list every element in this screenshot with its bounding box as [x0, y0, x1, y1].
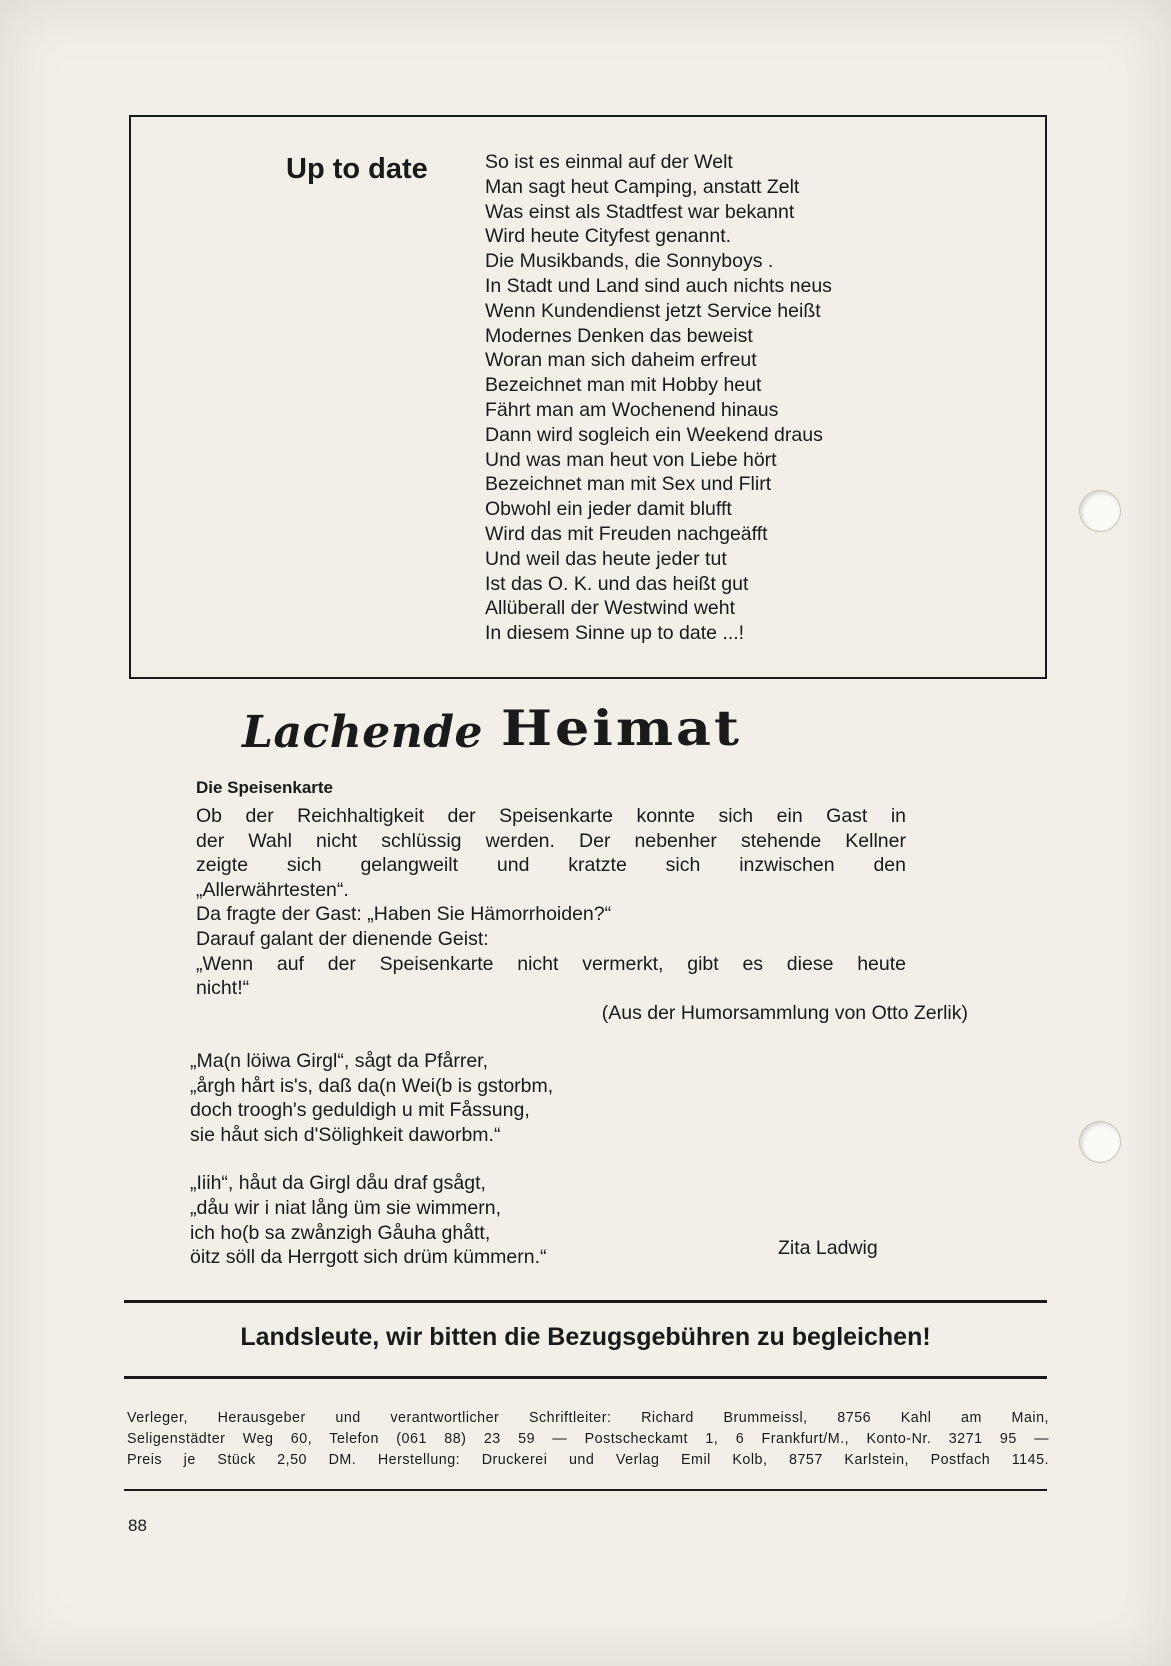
- poem-line: Man sagt heut Camping, anstatt Zelt: [485, 175, 800, 198]
- poem-line: Was einst als Stadtfest war bekannt: [485, 200, 795, 223]
- divider-rule: [124, 1376, 1047, 1379]
- poem-line: So ist es einmal auf der Welt: [485, 151, 733, 173]
- poem-line: Wenn Kundendienst jetzt Service heißt: [485, 299, 821, 322]
- story-line: „Allerwährtesten“.: [196, 878, 349, 901]
- section-heading: [242, 696, 942, 758]
- poem-line: In diesem Sinne up to date ...!: [485, 622, 745, 645]
- poem-line: Dann wird sogleich ein Weekend draus: [485, 423, 823, 446]
- story-line: der Wahl nicht schlüssig werden. Der nebenher stehende Kellner: [196, 829, 906, 852]
- poem-line: Wird heute Cityfest genannt.: [485, 225, 732, 248]
- story-line: zeigte sich gelangweilt und kratzte sich inzwischen den: [196, 854, 906, 877]
- page-number: 88: [128, 1516, 147, 1535]
- dialect-line: „årgh hårt is's, daß da(n Wei(b is gstorbm,: [190, 1074, 554, 1097]
- poem-line: Woran man sich daheim erfreut: [485, 349, 757, 372]
- poem-line: Die Musikbands, die Sonnyboys .: [485, 250, 774, 273]
- appeal-text: Landsleute, wir bitten die Bezugsgebühren zu begleichen!: [240, 1323, 931, 1351]
- punch-hole-top: [1079, 490, 1121, 532]
- imprint-line: Seligenstädter Weg 60, Telefon (061 88) 23 59 — Postscheckamt 1, 6 Frankfurt/M., Konto-Nr. 3271 95 —: [127, 1431, 1049, 1447]
- imprint: [127, 1408, 1049, 1471]
- heading-heimat: Heimat: [500, 699, 742, 757]
- poem-line: Und was man heut von Liebe hört: [485, 448, 777, 471]
- heading-lachende: Lachende: [242, 707, 483, 758]
- dialect-line: „dåu wir i niat lång üm sie wimmern,: [190, 1196, 502, 1219]
- story-body: [196, 804, 968, 1025]
- punch-hole-bottom: [1079, 1121, 1121, 1163]
- imprint-line: Verleger, Herausgeber und verantwortlicher Schriftleiter: Richard Brummeissl, 8756 Kahl am Main,: [127, 1410, 1049, 1426]
- story-title: Die Speisenkarte: [196, 778, 334, 797]
- dialect-line: öitz söll da Herrgott sich drüm kümmern.“: [190, 1246, 547, 1269]
- poem-line: Fährt man am Wochenend hinaus: [485, 398, 779, 421]
- poem-line: Ist das O. K. und das heißt gut: [485, 572, 749, 595]
- poem-title: Up to date: [286, 153, 428, 185]
- poem-line: Allüberall der Westwind weht: [485, 597, 736, 620]
- story-source: (Aus der Humorsammlung von Otto Zerlik): [601, 1001, 968, 1024]
- story-line: Ob der Reichhaltigkeit der Speisenkarte konnte sich ein Gast in: [196, 805, 906, 827]
- dialect-stanza-1: [190, 1049, 910, 1147]
- dialect-line: ich ho(b sa zwånzigh Gåuha ghått,: [190, 1221, 491, 1244]
- poem-box: [129, 115, 1047, 679]
- dialect-line: „Iiih“, håut da Girgl dåu draf gsågt,: [190, 1172, 486, 1195]
- poem-line: Modernes Denken das beweist: [485, 324, 753, 347]
- poem-line: Bezeichnet man mit Hobby heut: [485, 374, 762, 397]
- story-line: „Wenn auf der Speisenkarte nicht vermerkt, gibt es diese heute: [196, 952, 906, 975]
- poem-line: In Stadt und Land sind auch nichts neus: [485, 274, 832, 297]
- poem-line: Obwohl ein jeder damit blufft: [485, 498, 732, 521]
- divider-rule: [124, 1300, 1047, 1303]
- dialect-author: Zita Ladwig: [778, 1237, 878, 1259]
- dialect-line: „Ma(n löiwa Girgl“, sågt da Pfårrer,: [190, 1050, 489, 1072]
- dialect-line: doch troogh's geduldigh u mit Fåssung,: [190, 1099, 530, 1122]
- story-line: Darauf galant der dienende Geist:: [196, 927, 489, 950]
- poem-line: Wird das mit Freuden nachgeäfft: [485, 522, 768, 545]
- poem-line: Und weil das heute jeder tut: [485, 547, 727, 570]
- poem-lines: [485, 150, 832, 646]
- divider-rule: [124, 1489, 1047, 1491]
- dialect-line: sie håut sich d'Sölighkeit daworbm.“: [190, 1123, 501, 1146]
- poem-line: Bezeichnet man mit Sex und Flirt: [485, 473, 772, 496]
- story-line: nicht!“: [196, 977, 250, 1000]
- story-line: Da fragte der Gast: „Haben Sie Hämorrhoiden?“: [196, 903, 612, 926]
- imprint-line: Preis je Stück 2,50 DM. Herstellung: Druckerei und Verlag Emil Kolb, 8757 Karlstein, Postfach 1145.: [127, 1452, 1049, 1468]
